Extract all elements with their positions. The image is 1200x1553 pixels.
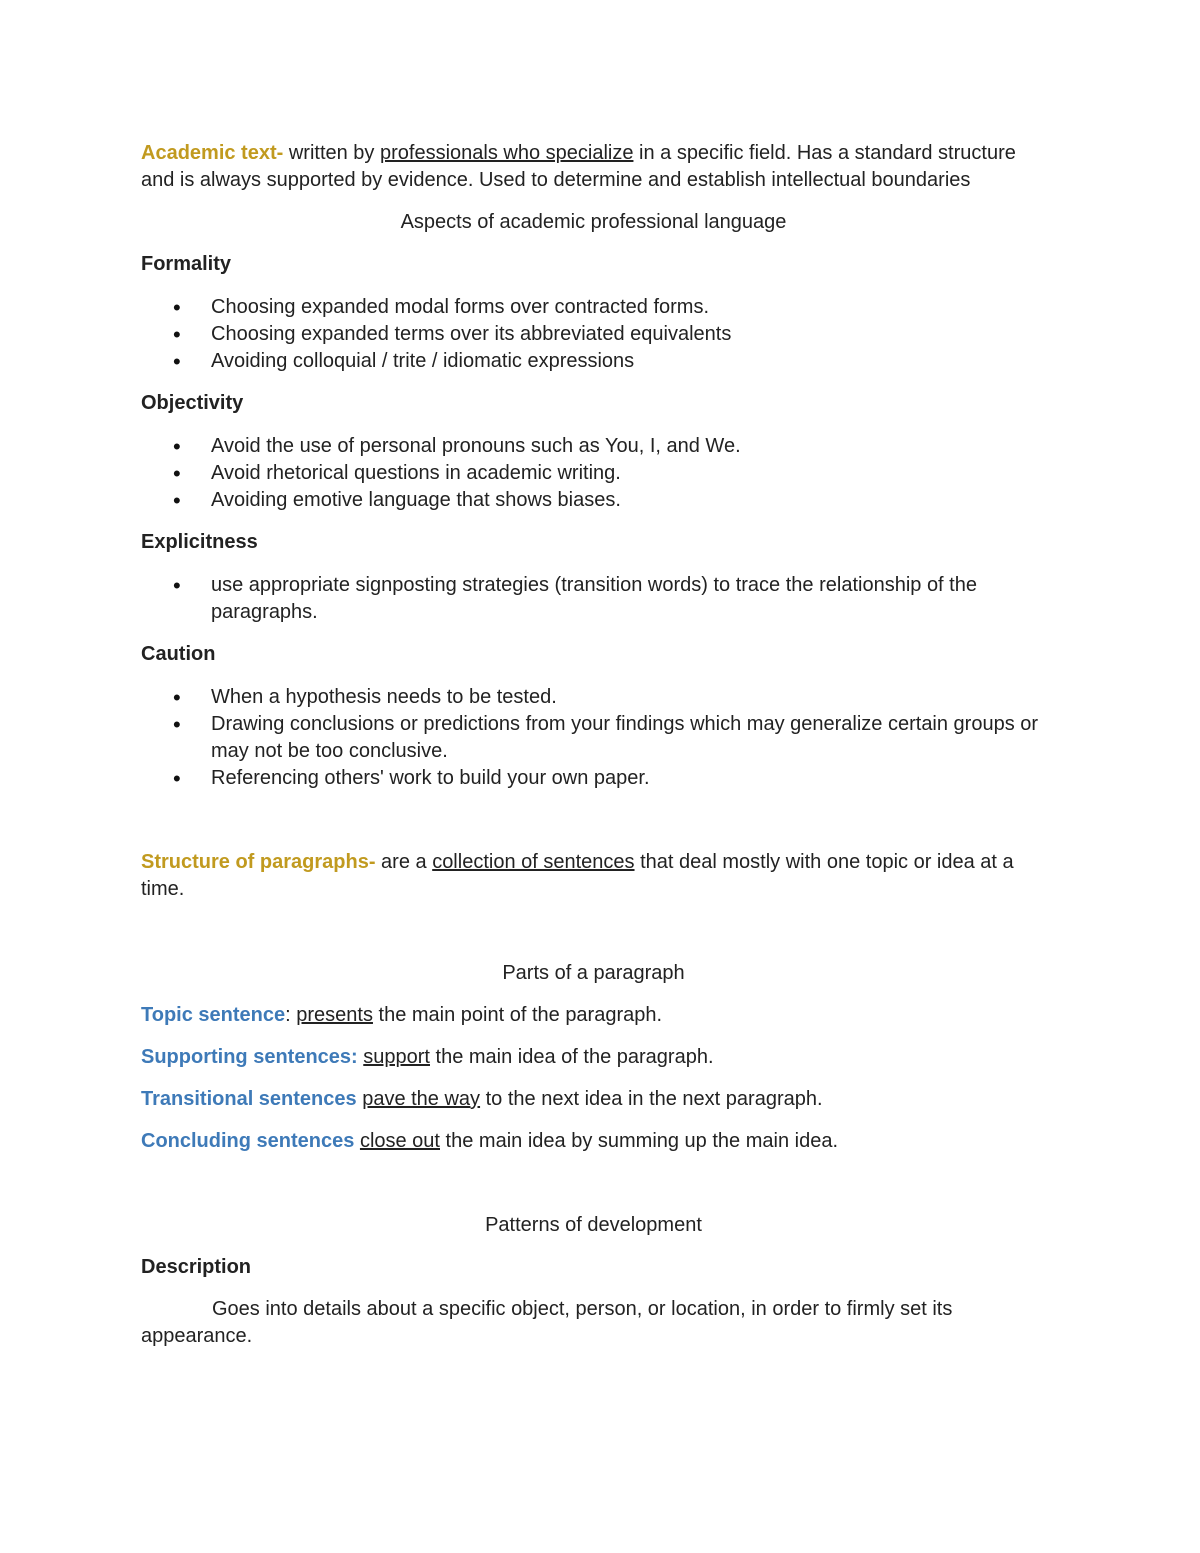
supporting-sentences-term: Supporting sentences: [141, 1046, 358, 1068]
transitional-sentences-line: Transitional sentences pave the way to the next idea in the next paragraph. [141, 1088, 823, 1110]
structure-paragraph: Structure of paragraphs- are a collection of sentences that deal mostly with one topic or idea at a time. [141, 851, 1014, 900]
list-item: • When a hypothesis needs to be tested. [141, 684, 1046, 711]
list-item: • use appropriate signposting strategies (transition words) to trace the relationship of the paragraphs. [141, 572, 1046, 626]
topic-sentence-term: Topic sentence [141, 1004, 286, 1026]
document-page [141, 140, 1046, 1350]
list-item: • Avoid rhetorical questions in academic writing. [141, 460, 1046, 487]
intro-paragraph: Academic text- written by professionals who specialize in a specific field. Has a standard structure and is always supported by evidence. Used to determine and establish intellectual boundaries [141, 142, 1016, 191]
patterns-title: Patterns of development [485, 1214, 702, 1236]
explicitness-list [141, 572, 1046, 626]
list-item: • Drawing conclusions or predictions from your findings which may generalize certain groups or may not be too conclusive. [141, 711, 1046, 765]
list-item: • Choosing expanded terms over its abbreviated equivalents [141, 321, 1046, 348]
list-item: • Avoid the use of personal pronouns such as You, I, and We. [141, 433, 1046, 460]
list-item: • Avoiding colloquial / trite / idiomatic expressions [141, 348, 1046, 375]
list-item: • Referencing others' work to build your own paper. [141, 765, 1046, 792]
explicitness-heading: Explicitness [141, 531, 258, 553]
formality-heading: Formality [141, 253, 232, 275]
formality-list [141, 294, 1046, 375]
structure-underlined: collection of sentences [432, 851, 635, 873]
intro-underlined: professionals who specialize [379, 142, 634, 164]
list-item: • Avoiding emotive language that shows biases. [141, 487, 1046, 514]
structure-term: Structure of paragraphs- [141, 851, 376, 873]
description-heading: Description [141, 1256, 252, 1278]
concluding-sentences-line: Concluding sentences close out the main idea by summing up the main idea. [141, 1130, 838, 1152]
aspects-title: Aspects of academic professional language [400, 211, 787, 233]
caution-list [141, 684, 1046, 792]
intro-term: Academic text- [141, 142, 284, 164]
description-text: Goes into details about a specific object, person, or location, in order to firmly set its appearance. [141, 1298, 953, 1347]
topic-sentence-line: Topic sentence: presents the main point of the paragraph. [141, 1004, 663, 1026]
supporting-sentences-line: Supporting sentences: support the main idea of the paragraph. [141, 1046, 714, 1068]
caution-heading: Caution [141, 643, 216, 665]
objectivity-heading: Objectivity [141, 392, 244, 414]
list-item: • Choosing expanded modal forms over contracted forms. [141, 294, 1046, 321]
transitional-sentences-term: Transitional sentences [141, 1088, 357, 1110]
objectivity-list [141, 433, 1046, 514]
concluding-sentences-term: Concluding sentences [141, 1130, 355, 1152]
parts-title: Parts of a paragraph [502, 962, 685, 984]
